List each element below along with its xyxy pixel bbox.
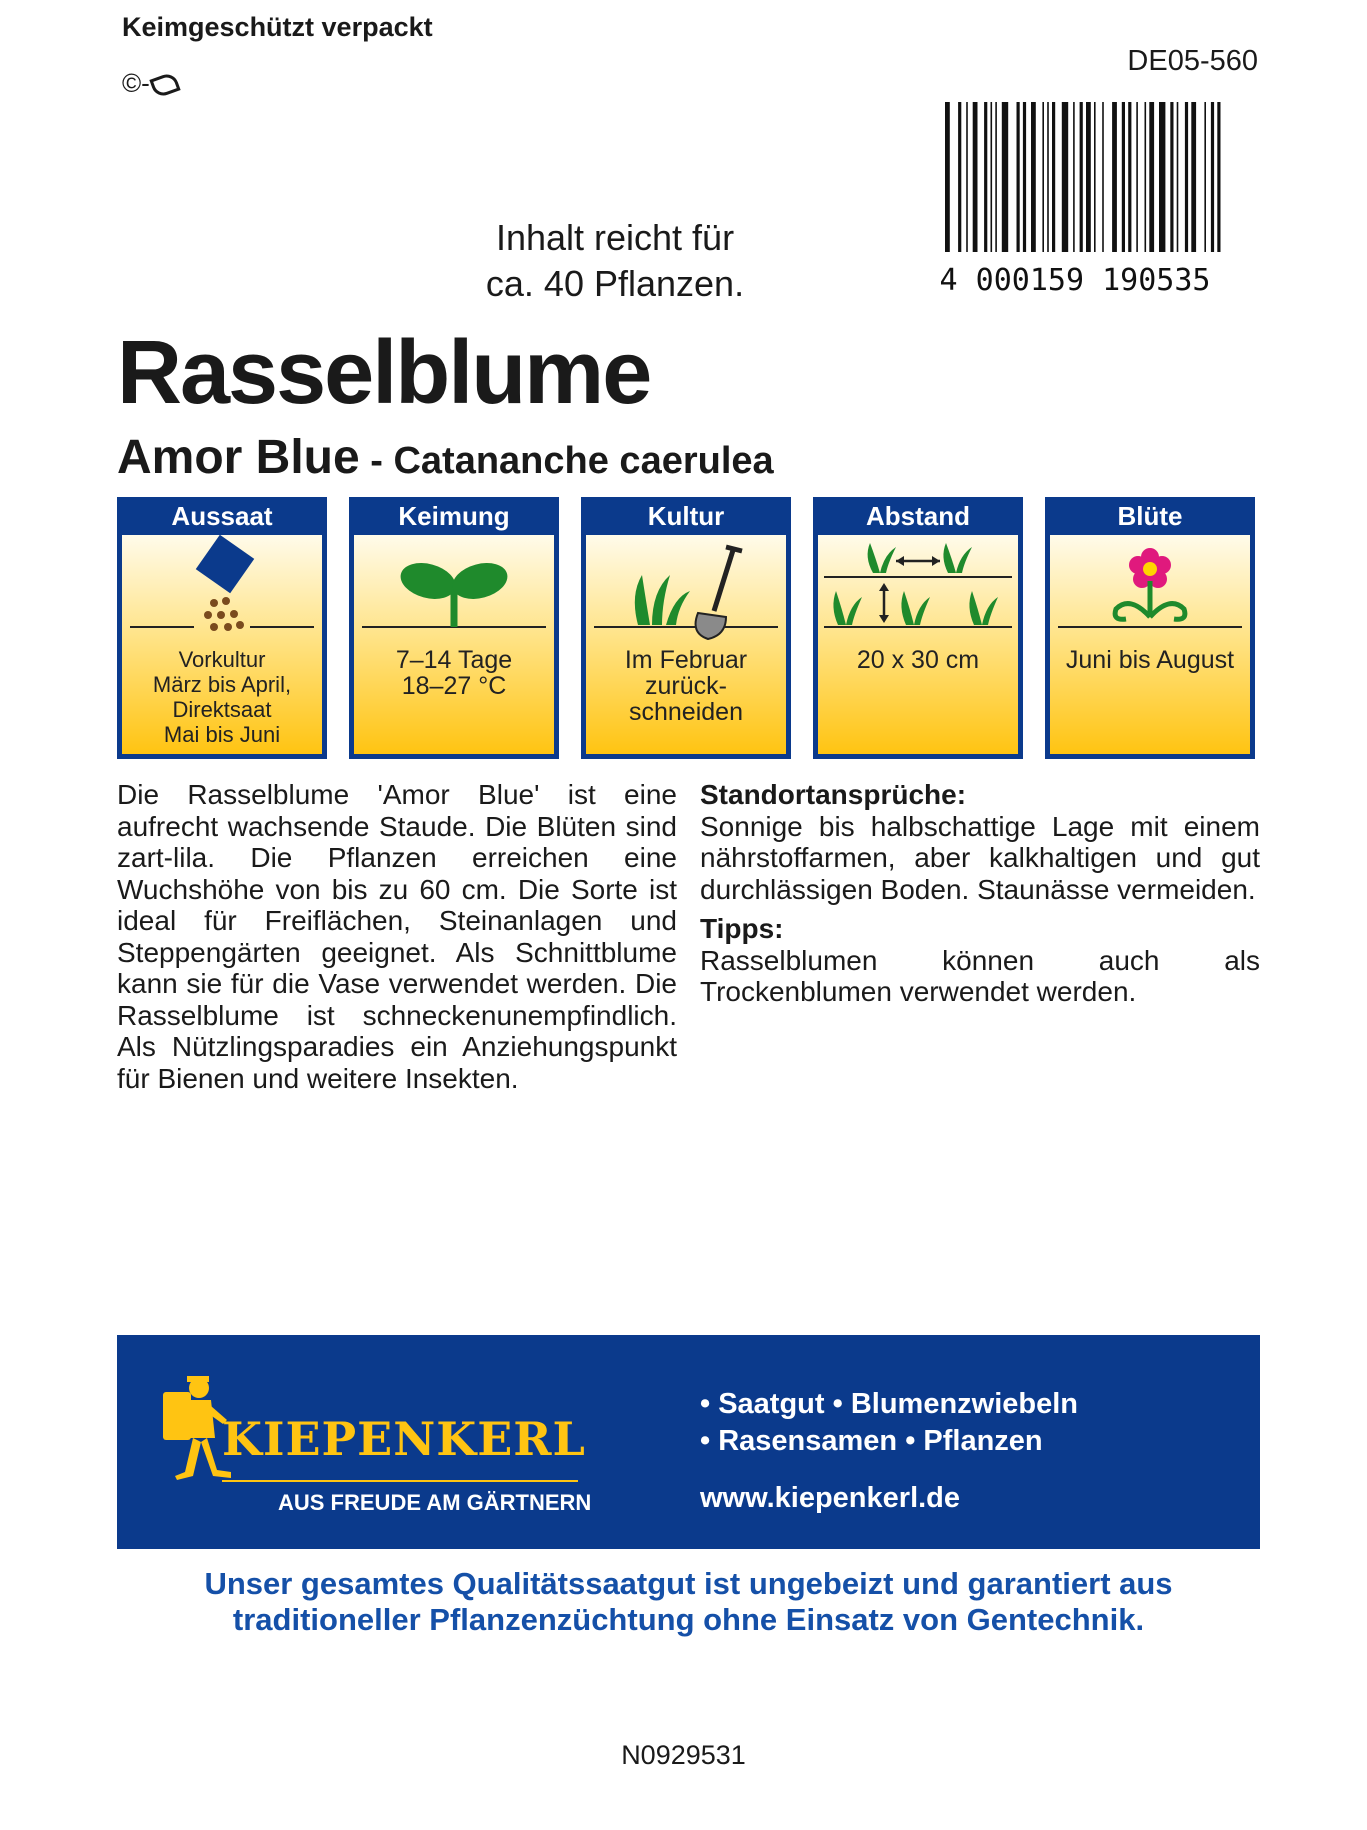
quality-line2: traditioneller Pflanzenzüchtung ohne Einsatz von Gentechnik. xyxy=(232,1602,1145,1637)
brand-name: KIEPENKERL xyxy=(222,1412,586,1466)
icon-text-line: Direktsaat xyxy=(172,697,272,722)
barcode-bar xyxy=(1031,102,1036,252)
seedling-icon xyxy=(354,535,554,641)
quality-line1: Unser gesamtes Qualitätssaatgut ist ungebeizt und garantiert aus xyxy=(204,1566,1173,1601)
icon-text-line: 18–27 °C xyxy=(401,672,507,700)
barcode-bar xyxy=(1211,102,1214,252)
barcode-bar xyxy=(1191,102,1196,252)
barcode-bar xyxy=(1042,102,1044,252)
icon-text-line: Juni bis August xyxy=(1065,646,1235,674)
copyright-text: ©- xyxy=(122,68,150,98)
content-note-line2: ca. 40 Pflanzen. xyxy=(485,263,745,304)
icon-box-text xyxy=(586,647,786,725)
product-title: Rasselblume xyxy=(117,323,651,423)
leaf-icon xyxy=(149,71,180,99)
barcode-bar xyxy=(1145,102,1147,252)
icon-box-text xyxy=(354,647,554,699)
barcode-bar xyxy=(973,102,978,252)
icon-box-blooming xyxy=(1045,497,1255,759)
barcode-bar xyxy=(1204,102,1206,252)
care-info xyxy=(700,779,1260,1008)
barcode-bar xyxy=(1170,102,1173,252)
spade-icon xyxy=(586,535,786,641)
barcode-bar xyxy=(1185,102,1188,252)
footer-code: N0929531 xyxy=(621,1740,746,1770)
location-heading: Standortansprüche: xyxy=(700,779,967,810)
icon-box-title: Keimung xyxy=(398,501,510,531)
icon-text-line: Vorkultur xyxy=(178,647,266,672)
barcode xyxy=(915,102,1250,292)
latin-name: - Catananche caerulea xyxy=(359,440,774,482)
barcode-bar xyxy=(1094,102,1096,252)
icon-box-title: Kultur xyxy=(647,501,725,531)
barcode-bar xyxy=(1047,102,1049,252)
icon-text-line: 7–14 Tage xyxy=(395,646,513,674)
brand-divider xyxy=(222,1480,578,1482)
product-description: Die Rasselblume 'Amor Blue' ist eine aufrecht wachsende Staude. Die Blüten sind zart-lila. Die Pflanzen erreichen eine Wuchshöhe von bis zu 60 cm. Die Sorte ist ideal für Freiflächen, Steinanlagen und Steppengärten geeignet. Als Schnittblume kann sie für die Vase verwendet werden. Die Rasselblume ist schneckenunempfindlich. Als Nützlingsparadies ein Anziehungspunkt für Bienen und weitere Insekten. xyxy=(117,779,677,1094)
barcode-bar xyxy=(1122,102,1125,252)
barcode-bar xyxy=(1017,102,1020,252)
seed-packet-icon xyxy=(122,535,322,641)
quality-statement xyxy=(117,1566,1260,1638)
tips-text: Rasselblumen können auch als Trockenblumen verwendet werden. xyxy=(700,944,1260,1007)
barcode-bar xyxy=(1080,102,1083,252)
article-number: DE05-560 xyxy=(1127,45,1258,77)
barcode-bar xyxy=(1159,102,1165,252)
icon-box-text xyxy=(1050,647,1250,673)
icon-box-sowing xyxy=(117,497,327,759)
icon-box-text xyxy=(818,647,1018,673)
content-note-line1: Inhalt reicht für xyxy=(495,217,735,258)
barcode-bar xyxy=(966,102,968,252)
icon-text-line: Im Februar xyxy=(624,646,748,674)
icon-box-title: Abstand xyxy=(866,501,970,531)
barcode-bar xyxy=(1002,102,1008,252)
website-link[interactable]: www.kiepenkerl.de xyxy=(700,1482,961,1514)
barcode-bar xyxy=(1149,102,1154,252)
icon-text-line: Mai bis Juni xyxy=(163,722,281,747)
product-subtitle xyxy=(117,430,774,485)
barcode-bar xyxy=(1177,102,1179,252)
icon-box-spacing xyxy=(813,497,1023,759)
icon-text-line: zurück- xyxy=(645,672,727,700)
icon-box-germination xyxy=(349,497,559,759)
icon-text-line: März bis April, xyxy=(152,672,292,697)
barcode-bar xyxy=(1073,102,1075,252)
content-note xyxy=(420,215,810,307)
location-text: Sonnige bis halbschattige Lage mit einem nährstoffarmen, aber kalkhaltigen und gut durchlässigen Boden. Staunässe vermeiden. xyxy=(700,810,1260,905)
barcode-bar xyxy=(1112,102,1117,252)
product-range-line2: • Rasensamen • Pflanzen xyxy=(700,1425,1043,1457)
icon-text-line: schneiden xyxy=(629,698,743,726)
icon-box-cultivation xyxy=(581,497,791,759)
brand-slogan: AUS FREUDE AM GÄRTNERN xyxy=(278,1490,592,1515)
barcode-bar xyxy=(1102,102,1104,252)
copyright-mark xyxy=(122,68,178,99)
barcode-bar xyxy=(1217,102,1220,252)
barcode-bar xyxy=(995,102,997,252)
barcode-bar xyxy=(1086,102,1091,252)
icon-box-title: Blüte xyxy=(1117,501,1183,531)
barcode-bar xyxy=(958,102,961,252)
tips-heading: Tipps: xyxy=(700,913,784,944)
barcode-bar xyxy=(1023,102,1026,252)
product-range-line1: • Saatgut • Blumenzwiebeln xyxy=(700,1388,1079,1420)
icon-text-line: 20 x 30 cm xyxy=(856,646,980,674)
packaging-note: Keimgeschützt verpackt xyxy=(122,12,433,42)
barcode-bar xyxy=(1128,102,1131,252)
barcode-bar xyxy=(1052,102,1055,252)
barcode-bar xyxy=(991,102,993,252)
icon-box-text xyxy=(122,647,322,747)
icon-box-title: Aussaat xyxy=(171,501,273,531)
barcode-bar xyxy=(1136,102,1138,252)
barcode-number: 4 000159 190535 xyxy=(939,263,1211,292)
variety-name: Amor Blue xyxy=(117,431,360,484)
flower-icon xyxy=(1050,535,1250,641)
plant-spacing-icon xyxy=(818,535,1018,641)
barcode-bar xyxy=(984,102,987,252)
barcode-bar xyxy=(1062,102,1068,252)
barcode-bar xyxy=(945,102,950,252)
